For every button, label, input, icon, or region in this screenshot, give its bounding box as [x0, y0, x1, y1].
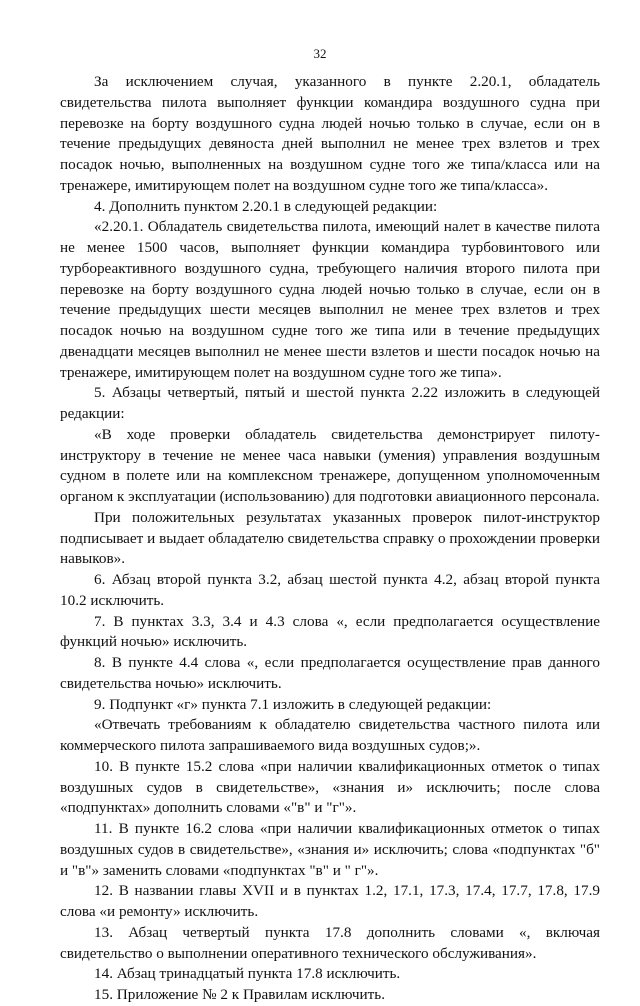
paragraph: При положительных результатах указанных проверок пилот-инструктор подписывает и выдает обладателю свидетельства справку о прохождении проверки навыков».: [60, 508, 600, 568]
paragraph: За исключением случая, указанного в пункте 2.20.1, обладатель свидетельства пилота выполняет функции командира воздушного судна при перевозке на борту воздушного судна людей ночью только в случае, если он в течение предыдущих девяноста дней выполнил не менее трех взлетов и трех посадок ночью, выполненных на воздушном судне того же типа/класса или на тренажере, имитирующем полет на воздушном судне того же типа/класса».: [60, 73, 600, 194]
paragraph: 7. В пунктах 3.3, 3.4 и 4.3 слова «, если предполагается осуществление функций ночью» исключить.: [60, 612, 600, 651]
paragraph: 4. Дополнить пунктом 2.20.1 в следующей редакции:: [94, 197, 438, 215]
paragraph: 10. В пункте 15.2 слова «при наличии квалификационных отметок о типах воздушных судов в свидетельстве», «знания и» исключить; после слова «подпунктах» дополнить словами «"в" и "г"».: [60, 757, 600, 817]
paragraph: 14. Абзац тринадцатый пункта 17.8 исключить.: [94, 965, 401, 983]
paragraph: «Отвечать требованиям к обладателю свидетельства частного пилота или коммерческого пилота запрашиваемого вида воздушных судов;».: [60, 716, 600, 754]
paragraph: 15. Приложение № 2 к Правилам исключить.: [94, 986, 385, 1003]
paragraph: 13. Абзац четвертый пункта 17.8 дополнить словами «, включая свидетельство о выполнении оперативного технического обслуживания».: [60, 923, 600, 962]
paragraph: 5. Абзацы четвертый, пятый и шестой пункта 2.22 изложить в следующей редакции:: [60, 384, 600, 422]
paragraph: 12. В названии главы XVII и в пунктах 1.2, 17.1, 17.3, 17.4, 17.7, 17.8, 17.9 слова «и ремонту» исключить.: [60, 882, 600, 920]
paragraph: 11. В пункте 16.2 слова «при наличии квалификационных отметок о типах воздушных судов в свидетельстве», «знания и» исключить; слова «подпунктах "б" и "в"» заменить словами «подпунктах "в" и " г"».: [60, 820, 600, 879]
page-number: 32: [313, 46, 327, 61]
paragraph: 9. Подпункт «г» пункта 7.1 изложить в следующей редакции:: [94, 695, 492, 713]
paragraph: 8. В пункте 4.4 слова «, если предполагается осуществление прав данного свидетельства ночью» исключить.: [60, 654, 600, 692]
paragraph: «2.20.1. Обладатель свидетельства пилота, имеющий налет в качестве пилота не менее 1500 часов, выполняет функции командира турбовинтового или турбореактивного воздушного судна, требующего наличия второго пилота при перевозке на борту воздушного судна людей ночью только в случае, если он в течение предыдущих шести месяцев выполнил не менее трех взлетов и трех посадок ночью на воздушном судне того же типа или в течение предыдущих двенадцати месяцев выполнил не менее шести взлетов и шести посадок ночью на тренажере, имитирующем полет на воздушном судне того же типа».: [60, 218, 600, 381]
document-body: [60, 72, 600, 1006]
paragraph: 6. Абзац второй пункта 3.2, абзац шестой пункта 4.2, абзац второй пункта 10.2 исключить.: [60, 571, 600, 609]
paragraph: «В ходе проверки обладатель свидетельства демонстрирует пилоту-инструктору в течение не менее часа навыки (умения) управления воздушным судном в полете или на комплексном тренажере, допущенном уполномоченным органом к эксплуатации (использованию) для подготовки авиационного персонала.: [60, 425, 600, 505]
